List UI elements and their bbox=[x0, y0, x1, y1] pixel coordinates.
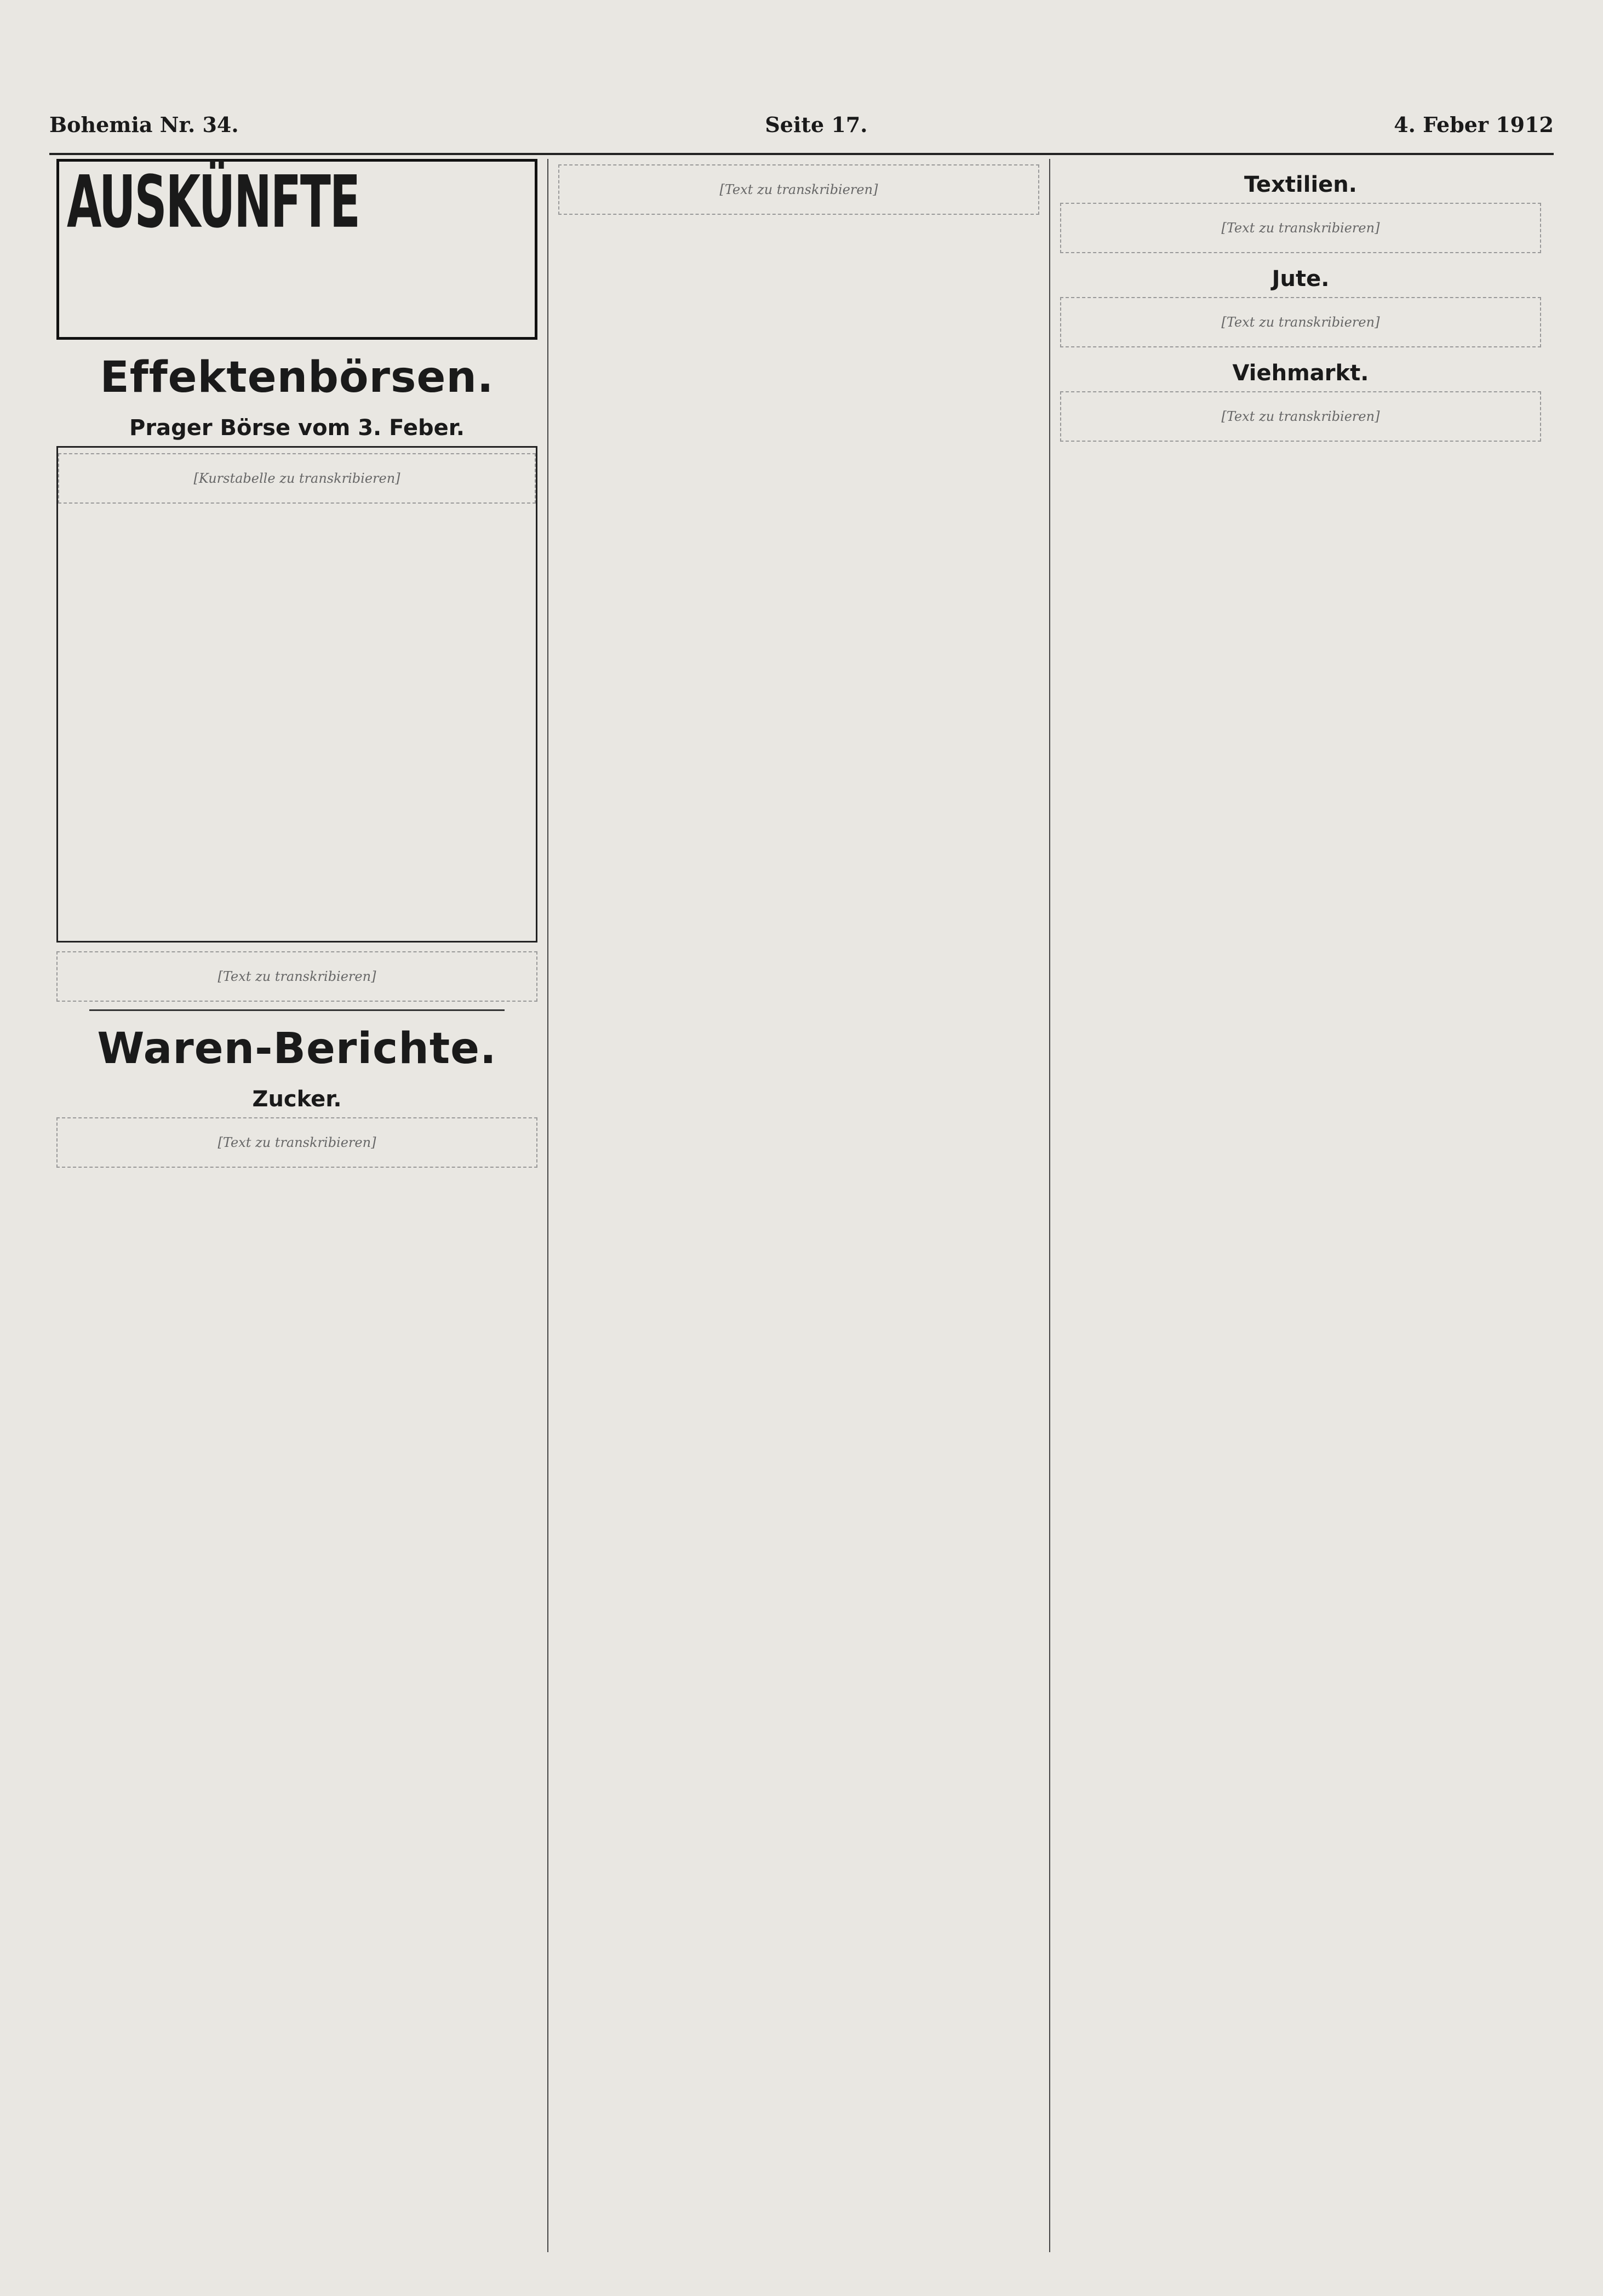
divider bbox=[89, 1009, 505, 1011]
heading-textilien: Textilien. bbox=[1244, 172, 1357, 197]
issue-date: 4. Feber 1912 bbox=[1394, 112, 1554, 137]
column-3 bbox=[1049, 159, 1551, 2252]
textilien-text: [Text zu transkribieren] bbox=[1060, 203, 1541, 253]
exchange-reports: [Text zu transkribieren] bbox=[56, 951, 537, 1002]
advertisement bbox=[56, 159, 537, 340]
heading-waren-berichte: Waren-Berichte. bbox=[97, 1024, 497, 1073]
table-placeholder: [Kurstabelle zu transkribieren] bbox=[58, 453, 536, 504]
commodity-reports: [Text zu transkribieren] bbox=[558, 164, 1039, 215]
ad-title: AUSKÜNFTE bbox=[67, 161, 359, 244]
page-number: Seite 17. bbox=[765, 112, 868, 137]
page-header bbox=[49, 112, 1554, 155]
jute-text: [Text zu transkribieren] bbox=[1060, 297, 1541, 347]
publication-issue: Bohemia Nr. 34. bbox=[49, 112, 239, 137]
viehmarkt-text: [Text zu transkribieren] bbox=[1060, 391, 1541, 442]
heading-viehmarkt: Viehmarkt. bbox=[1232, 361, 1369, 386]
zucker-text: [Text zu transkribieren] bbox=[56, 1117, 537, 1168]
column-2 bbox=[547, 159, 1049, 2252]
heading-zucker: Zucker. bbox=[252, 1087, 342, 1112]
heading-effektenboersen: Effektenbörsen. bbox=[100, 353, 494, 402]
column-1 bbox=[47, 159, 547, 2252]
heading-prager-boerse: Prager Börse vom 3. Feber. bbox=[129, 415, 465, 441]
columns bbox=[47, 159, 1551, 2252]
quotation-table bbox=[56, 446, 537, 943]
heading-jute: Jute. bbox=[1272, 266, 1330, 292]
